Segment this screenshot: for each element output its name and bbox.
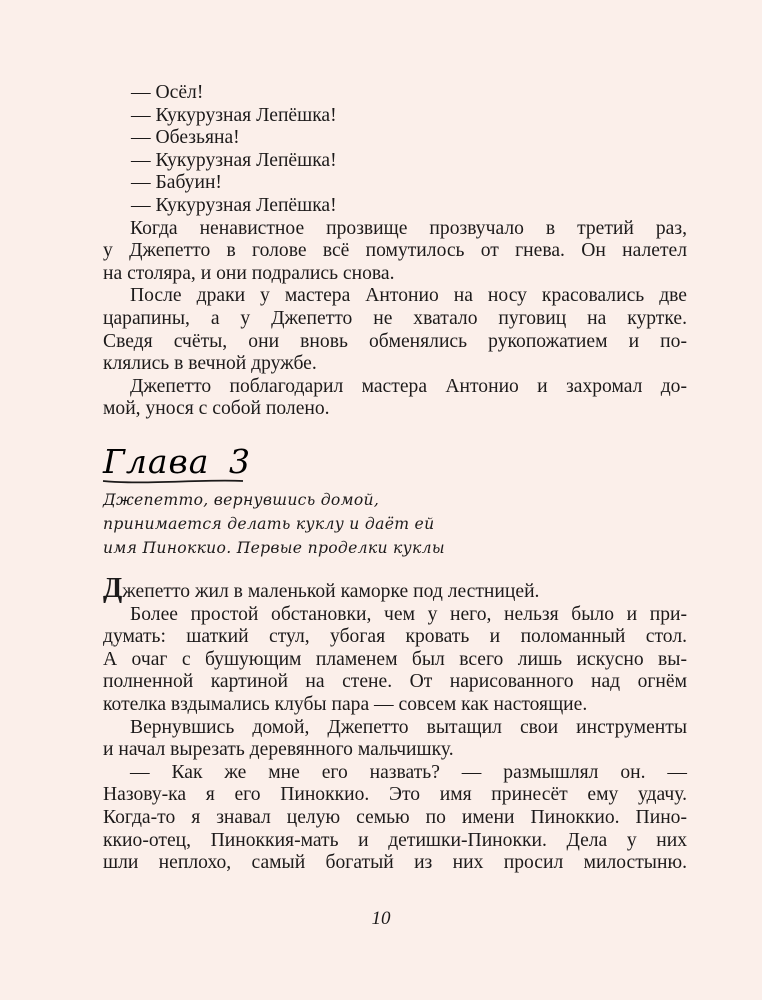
paragraph-line: — Как же мне его назвать? — размышлял он. — bbox=[130, 761, 687, 783]
paragraph-line: Более простой обстановки, чем у него, нельзя было и при- bbox=[130, 603, 687, 625]
paragraph-line: Когда ненавистное прозвище прозвучало в третий раз, bbox=[130, 217, 687, 239]
paragraph-line: После драки у мастера Антонио на носу красовались две bbox=[130, 285, 687, 307]
paragraph-line: клялись в вечной дружбе. bbox=[103, 353, 317, 375]
dialog-line: — Кукурузная Лепёшка! bbox=[131, 194, 337, 216]
chapter-subtitle bbox=[103, 488, 523, 560]
chapter-number: 3 bbox=[229, 442, 251, 481]
first-line-text: жепетто жил в маленькой каморке под лестницей. bbox=[122, 581, 540, 602]
paragraph-line: А очаг с бушующим пламенем был всего лишь искусно вы- bbox=[103, 648, 687, 670]
subtitle-line: имя Пиноккио. Первые проделки куклы bbox=[103, 539, 445, 557]
dialog-line: — Обезьяна! bbox=[131, 127, 240, 149]
paragraph-line: мой, унося с собой полено. bbox=[103, 398, 330, 420]
paragraph-line: котелка вздымались клубы пара — совсем как настоящие. bbox=[103, 693, 588, 715]
body-text-block bbox=[103, 573, 687, 875]
paragraph-line: ккио-отец, Пиноккия-мать и детишки-Пинокки. Дела у них bbox=[103, 829, 687, 851]
page-number: 10 bbox=[371, 908, 391, 929]
paragraph-line: шли неплохо, самый богатый из них просил милостыню. bbox=[103, 852, 687, 874]
chapter-heading bbox=[103, 443, 403, 493]
paragraph-line: Когда-то я знавал целую семью по имени Пиноккио. Пино- bbox=[103, 806, 687, 828]
subtitle-line: Джепетто, вернувшись домой, bbox=[103, 491, 380, 509]
paragraph-line: Вернувшись домой, Джепетто вытащил свои инструменты bbox=[130, 716, 687, 738]
first-line bbox=[103, 573, 687, 604]
paragraph-line: Джепетто поблагодарил мастера Антонио и захромал до- bbox=[130, 375, 687, 397]
dialog-line: — Бабуин! bbox=[131, 172, 222, 194]
paragraph-line: Сведя счёты, они вновь обменялись рукопожатием и по- bbox=[103, 330, 687, 352]
dialog-line: — Осёл! bbox=[131, 82, 204, 103]
paragraph-line: у Джепетто в голове всё помутилось от гнева. Он налетел bbox=[103, 240, 687, 262]
paragraph-line: полненной картиной на стене. От нарисованного над огнём bbox=[103, 671, 687, 693]
paragraph-line: думать: шаткий стул, убогая кровать и поломанный стол. bbox=[103, 626, 687, 648]
chapter-word: Глава bbox=[103, 442, 210, 481]
top-text-block bbox=[103, 82, 687, 421]
subtitle-line: принимается делать куклу и даёт ей bbox=[103, 515, 435, 533]
paragraph-line: и начал вырезать деревянного мальчишку. bbox=[103, 739, 454, 761]
chapter-heading-graphic bbox=[103, 443, 403, 493]
dialog-line: — Кукурузная Лепёшка! bbox=[131, 149, 337, 171]
dialog-line: — Кукурузная Лепёшка! bbox=[131, 104, 337, 126]
drop-cap: Д bbox=[103, 573, 123, 604]
paragraph-line: Назову-ка я его Пиноккио. Это имя принесёт ему удачу. bbox=[103, 784, 687, 806]
paragraph-line: на столяра, и они подрались снова. bbox=[103, 262, 395, 284]
paragraph-line: царапины, а у Джепетто не хватало пуговиц на куртке. bbox=[103, 307, 687, 329]
